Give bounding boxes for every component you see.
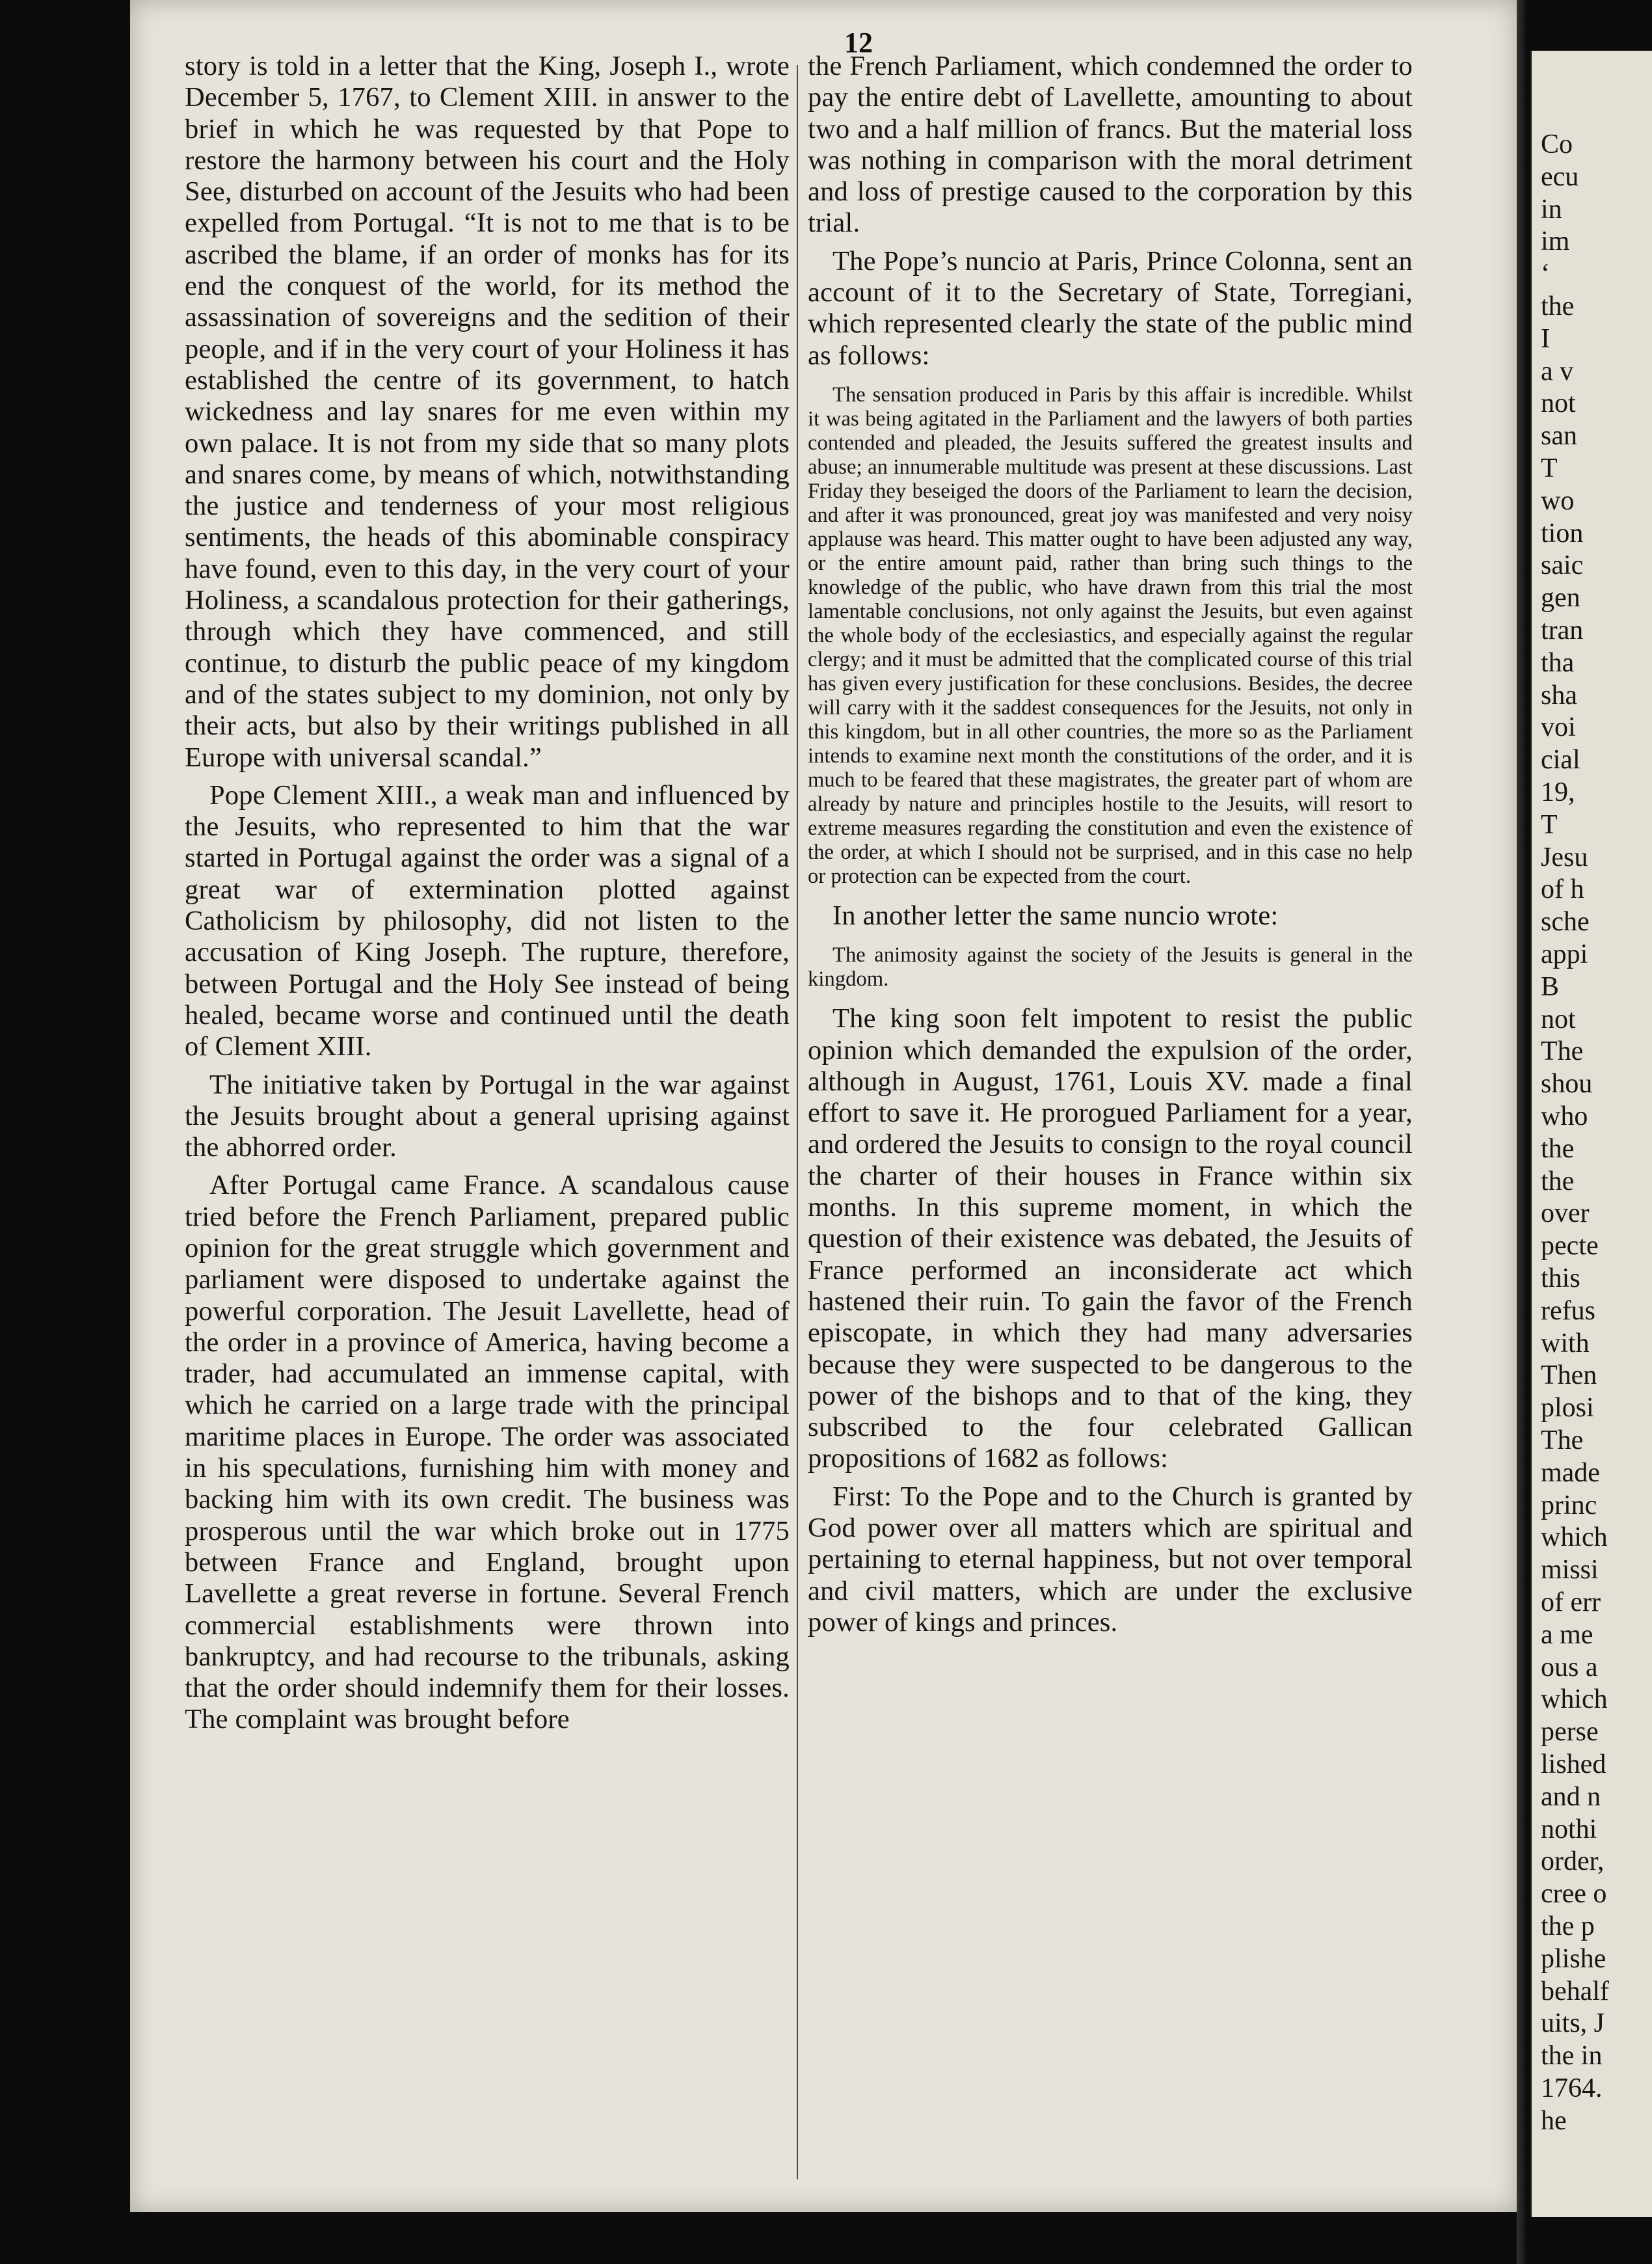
next-page-fragment: plishe xyxy=(1541,1943,1606,1974)
next-page-fragment: refus xyxy=(1541,1295,1595,1326)
next-page-fragment: over xyxy=(1541,1198,1590,1229)
paragraph-gap xyxy=(185,1163,790,1170)
adjacent-page-edge xyxy=(1530,51,1652,2217)
next-page-fragment: nothi xyxy=(1541,1814,1597,1844)
next-page-fragment: not xyxy=(1541,388,1576,419)
next-page-fragment: not xyxy=(1541,1004,1576,1034)
next-page-fragment: The xyxy=(1541,1425,1584,1455)
paragraph-gap xyxy=(185,774,790,780)
next-page-fragment: who xyxy=(1541,1101,1588,1131)
next-page-fragment: ous a xyxy=(1541,1652,1598,1682)
next-page-fragment: missi xyxy=(1541,1555,1599,1585)
next-page-fragment: Then xyxy=(1541,1360,1597,1391)
next-page-fragment: ecu xyxy=(1541,161,1579,192)
paragraph: Pope Clement XIII., a weak man and influenced by the Jesuits, who represented to him that the war started in Portugal against the order was a signal of a great war of extermination plotted against Catholicism by philosophy, did not listen to the accusation of King Joseph. The rupture, therefore, between Portugal and the Holy See instead of being healed, became worse and continued until the death of Clement XIII. xyxy=(185,779,790,1062)
next-page-fragment: the in xyxy=(1541,2041,1603,2071)
paragraph-gap xyxy=(808,889,1413,900)
paragraph-gap xyxy=(808,991,1413,1003)
paragraph: story is told in a letter that the King, Joseph I., wrote December 5, 1767, to Clement XIII. in answer to the brief in which he was requested by that Pope to restore the harmony between his court and the Holy See, disturbed on account of the Jesuits who had been expelled from Portugal. “It is not to me that is to be ascribed the blame, if an order of monks has for its end the conquest of the world, for its method the assassination of sovereigns and the sedition of their people, and if in the very court of your Holiness it has established the centre of its government, to hatch wickedness and lay snares for me even within my own palace. It is not from my side that so many plots and snares come, by means of which, notwithstanding the justice and tenderness of your most religious sentiments, the heads of this abominable conspiracy have found, even to this day, in the very court of your Holiness, a scandalous protection for their gatherings, through which they have commenced, and still continue, to disturb the public peace of my kingdom and of the states subject to my dominion, not only by their acts, but also by their writings published in all Europe with universal scandal.” xyxy=(185,51,790,773)
next-page-fragment: and n xyxy=(1541,1781,1601,1812)
paragraph-gap xyxy=(808,932,1413,943)
next-page-fragment: the xyxy=(1541,1166,1575,1196)
next-page-fragment: pecte xyxy=(1541,1231,1599,1261)
next-page-fragment: which xyxy=(1541,1522,1608,1553)
next-page-fragment: tion xyxy=(1541,518,1584,548)
next-page-fragment: gen xyxy=(1541,583,1580,613)
next-page-fragment: cree o xyxy=(1541,1879,1607,1909)
next-page-fragment: The xyxy=(1541,1036,1584,1067)
next-page-fragment: plosi xyxy=(1541,1393,1594,1423)
next-page-fragment: a me xyxy=(1541,1619,1593,1650)
paragraph-gap xyxy=(808,239,1413,246)
paragraph: the French Parliament, which condemned the order to pay the entire debt of Lavellette, amounting to about two and a half million of francs. But the material loss was nothing in comparison with the moral detriment and loss of prestige caused to the corporation by this trial. xyxy=(808,51,1413,239)
next-page-fragment: which xyxy=(1541,1684,1608,1715)
next-page-fragment: im xyxy=(1541,226,1570,257)
next-page-fragment: of err xyxy=(1541,1587,1601,1617)
next-page-fragment: 19, xyxy=(1541,777,1575,807)
next-page-fragment: 1764. xyxy=(1541,2073,1603,2103)
next-page-fragment: Jesu xyxy=(1541,842,1588,872)
paragraph-gap xyxy=(808,1475,1413,1481)
block-quote: The animosity against the society of the Jesuits is general in the kingdom. xyxy=(808,943,1413,991)
next-page-fragment: behalf xyxy=(1541,1976,1609,2006)
next-page-fragment: princ xyxy=(1541,1490,1597,1520)
next-page-fragment: the p xyxy=(1541,1911,1595,1941)
next-page-fragment: sha xyxy=(1541,680,1577,710)
next-page-fragment: made xyxy=(1541,1457,1600,1488)
paragraph: After Portugal came France. A scandalous cause tried before the French Parliament, prepared public opinion for the great struggle which government and parliament were disposed to undertake against the powerful corporation. The Jesuit Lavellette, head of the order in a province of America, having become a trader, had accumulated an immense capital, with which he carried on a large trade with the principal maritime places in Europe. The order was associated in his speculations, furnishing him with money and backing him with its own credit. The business was prosperous until the war which broke out in 1775 between France and England, brought upon Lavellette a great reverse in fortune. Several French commercial establishments were thrown into bankruptcy, and had recourse to the tribunals, asking that the order should indemnify them for their losses. The complaint was brought before xyxy=(185,1170,790,1735)
next-page-fragment: this xyxy=(1541,1263,1580,1293)
next-page-fragment: the xyxy=(1541,291,1575,321)
page-number: 12 xyxy=(844,27,873,59)
paragraph-gap xyxy=(808,371,1413,383)
next-page-fragment: I xyxy=(1541,323,1550,354)
next-page-fragment: tran xyxy=(1541,615,1584,645)
block-quote: The sensation produced in Paris by this affair is incredible. Whilst it was being agitated in the Parliament and the lawyers of both parties contended and pleaded, the Jesuits suffered the greatest insults and abuse; an innumerable multitude was present at these discussions. Last Friday they beseiged the doors of the Parliament to learn the decision, and after it was pronounced, great joy was manifested and very noisy applause was heard. This matter ought to have been adjusted any way, or the entire amount paid, rather than bring such things to the knowledge of the public, who have drawn from this trial the most lamentable conclusions, not only against the Jesuits, but even against the whole body of the ecclesiastics, and especially against the regular clergy; and it must be admitted that the complicated course of this trial has given every justification for these conclusions. Besides, the decree will carry with it the saddest consequences for the Jesuits, not only in this kingdom, but in all other countries, the more so as the Parliament intends to examine next month the constitutions of the order, and it is much to be feared that these magistrates, the greater part of whom are already by nature and principles hostile to the Jesuits, will resort to extreme measures regarding the constitution and even the existence of the order, at which I should not be surprised, and in this case no help or protection can be expected from the court. xyxy=(808,383,1413,888)
next-page-fragment: order, xyxy=(1541,1846,1605,1877)
next-page-fragment: B xyxy=(1541,971,1560,1002)
newspaper-page xyxy=(130,0,1517,2212)
next-page-fragment: lished xyxy=(1541,1749,1606,1779)
paragraph: The king soon felt impotent to resist the public opinion which demanded the expulsion of the order, although in August, 1761, Louis XV. made a final effort to save it. He prorogued Parliament for a year, and ordered the Jesuits to consign to the royal council the charter of their houses in France within six months. In this supreme moment, in which the question of their existence was debated, the Jesuits of France performed an inconsiderate act which hastened their ruin. To gain the favor of the French episcopate, in which they had many adversaries because they were suspected to be dangerous to the power of the bishops and to that of the king, they subscribed to the four celebrated Gallican propositions of 1682 as follows: xyxy=(808,1003,1413,1474)
page-gutter xyxy=(1517,0,1526,2264)
next-page-fragment: cial xyxy=(1541,745,1580,775)
paragraph: The initiative taken by Portugal in the war against the Jesuits brought about a general uprising against the abhorred order. xyxy=(185,1069,790,1163)
next-page-fragment: san xyxy=(1541,421,1577,451)
next-page-fragment: tha xyxy=(1541,647,1575,678)
next-page-fragment: appi xyxy=(1541,939,1588,969)
next-page-fragment: shou xyxy=(1541,1069,1593,1099)
column-divider xyxy=(797,65,798,2179)
next-page-fragment: voi xyxy=(1541,712,1576,743)
left-column xyxy=(185,51,790,1736)
next-page-fragment: wo xyxy=(1541,485,1575,516)
next-page-fragment: he xyxy=(1541,2105,1567,2136)
next-page-fragment: uits, J xyxy=(1541,2008,1605,2039)
paragraph-gap xyxy=(185,1063,790,1070)
next-page-fragment: ‘ xyxy=(1541,259,1550,290)
next-page-fragment: of h xyxy=(1541,874,1584,905)
paragraph: The Pope’s nuncio at Paris, Prince Colonna, sent an account of it to the Secretary of State, Torregiani, which represented clearly the state of the public mind as follows: xyxy=(808,245,1413,371)
next-page-fragment: T xyxy=(1541,809,1558,840)
next-page-fragment: with xyxy=(1541,1328,1590,1358)
next-page-fragment: perse xyxy=(1541,1717,1599,1747)
next-page-fragment: Co xyxy=(1541,129,1573,159)
next-page-fragment: T xyxy=(1541,453,1558,483)
next-page-fragment: a v xyxy=(1541,356,1574,386)
paragraph: In another letter the same nuncio wrote: xyxy=(833,900,1279,931)
next-page-fragment: in xyxy=(1541,194,1562,224)
paragraph: First: To the Pope and to the Church is granted by God power over all matters which are spiritual and pertaining to eternal happiness, but not over temporal and civil matters, which are under the exclusive power of kings and princes. xyxy=(808,1481,1413,1637)
next-page-fragment: saic xyxy=(1541,550,1584,581)
next-page-fragment: sche xyxy=(1541,907,1590,937)
right-column xyxy=(808,51,1413,1638)
next-page-fragment: the xyxy=(1541,1133,1575,1164)
